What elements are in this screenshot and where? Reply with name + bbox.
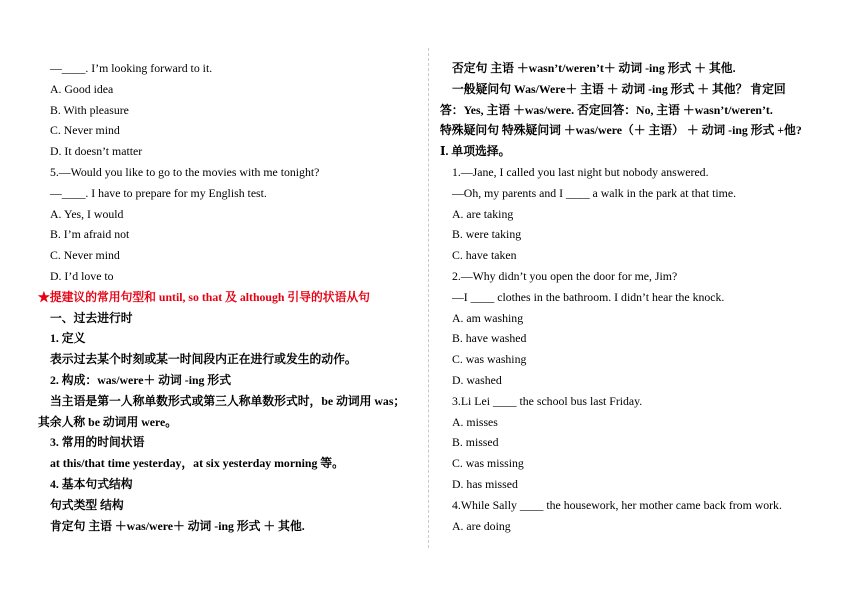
right-text-line: D. has missed: [452, 476, 518, 491]
left-text-line: B. With pleasure: [50, 102, 129, 117]
right-text-line: 3.Li Lei ____ the school bus last Friday.: [452, 393, 643, 408]
left-text-line: 2. 构成：was/were＋ 动词 -ing 形式: [50, 372, 231, 387]
left-text-line: D. I’d love to: [50, 268, 114, 283]
right-text-line: 答：Yes, 主语 ＋was/were. 否定回答：No, 主语 ＋wasn’t/weren’t.: [440, 102, 773, 117]
right-text-line: B. missed: [452, 435, 499, 450]
right-text-line: C. was washing: [452, 352, 527, 367]
left-text-line: —____. I have to prepare for my English test.: [50, 185, 267, 200]
left-text-line: D. It doesn’t matter: [50, 144, 143, 159]
column-divider: [428, 48, 429, 548]
right-text-line: Ⅰ. 单项选择。: [440, 144, 511, 159]
left-text-line: 其余人称 be 动词用 were。: [38, 414, 178, 429]
left-text-line: B. I’m afraid not: [50, 227, 130, 242]
right-text-line: A. am washing: [452, 310, 524, 325]
right-text-line: 2.—Why didn’t you open the door for me, Jim?: [452, 268, 678, 283]
left-text-line: 当主语是第一人称单数形式或第三人称单数形式时，be 动词用 was；: [50, 393, 406, 408]
left-text-line: 表示过去某个时刻或某一时间段内正在进行或发生的动作。: [50, 352, 357, 367]
right-text-line: 特殊疑问句 特殊疑问词 ＋was/were（＋ 主语） ＋ 动词 -ing 形式 +他?: [440, 123, 802, 138]
right-text-line: 4.While Sally ____ the housework, her mother came back from work.: [452, 497, 782, 512]
left-text-line: 句式类型 结构: [50, 497, 124, 512]
left-text-line: 一、过去进行时: [50, 310, 133, 325]
left-text-line: ★提建议的常用句型和 until, so that 及 although 引导的状语从句: [38, 289, 370, 304]
right-text-line: C. have taken: [452, 248, 517, 263]
left-text-line: 肯定句 主语 ＋was/were＋ 动词 -ing 形式 ＋ 其他.: [50, 518, 305, 533]
right-text-line: 1.—Jane, I called you last night but nobody answered.: [452, 164, 709, 179]
left-text-line: A. Yes, I would: [50, 206, 124, 221]
right-text-line: —Oh, my parents and I ____ a walk in the park at that time.: [452, 185, 737, 200]
right-text-line: B. were taking: [452, 227, 522, 242]
left-text-line: C. Never mind: [50, 123, 120, 138]
right-text-line: B. have washed: [452, 331, 527, 346]
left-text-line: at this/that time yesterday，at six yesterday morning 等。: [50, 456, 344, 471]
left-text-line: 1. 定义: [50, 331, 86, 346]
right-text-line: —I ____ clothes in the bathroom. I didn’t hear the knock.: [452, 289, 725, 304]
left-text-line: C. Never mind: [50, 248, 120, 263]
left-text-line: 3. 常用的时间状语: [50, 435, 145, 450]
right-text-line: D. washed: [452, 372, 502, 387]
left-column: [38, 58, 410, 536]
right-text-line: 否定句 主语 ＋wasn’t/weren’t＋ 动词 -ing 形式 ＋ 其他.: [452, 61, 736, 75]
left-text-line: 5.—Would you like to go to the movies with me tonight?: [50, 164, 320, 179]
left-text-line: —____. I’m looking forward to it.: [50, 61, 213, 75]
right-text-line: 一般疑问句 Was/Were＋ 主语 ＋ 动词 -ing 形式 ＋ 其他？ 肯定回: [452, 81, 786, 96]
left-text-line: 4. 基本句式结构: [50, 476, 133, 491]
left-text-line: A. Good idea: [50, 81, 114, 96]
right-text-line: A. misses: [452, 414, 498, 429]
right-text-line: A. are doing: [452, 518, 511, 533]
right-column: [440, 58, 840, 536]
right-text-line: A. are taking: [452, 206, 514, 221]
right-text-line: C. was missing: [452, 456, 524, 471]
